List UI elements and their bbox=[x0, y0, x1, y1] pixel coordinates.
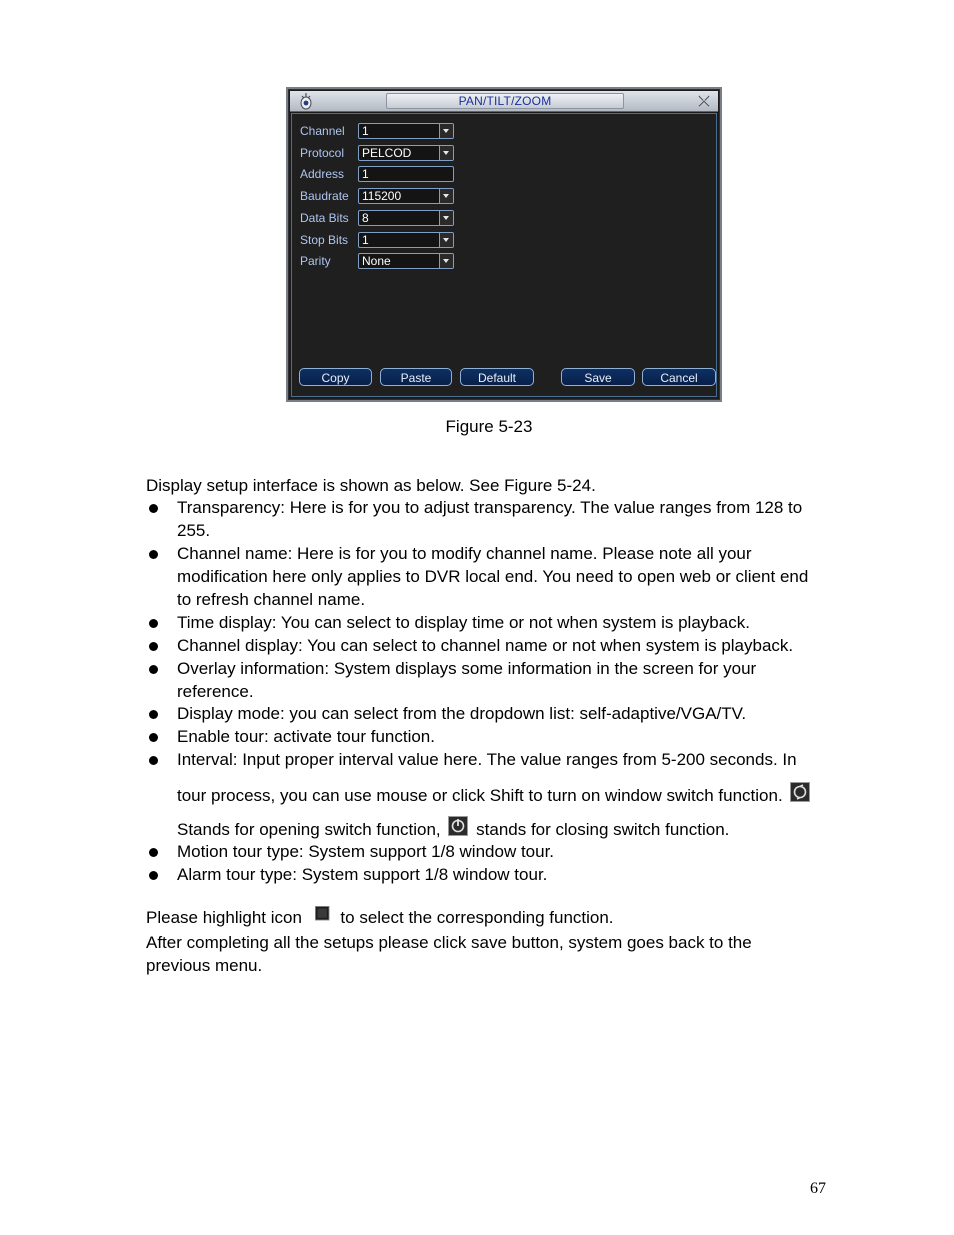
protocol-label: Protocol bbox=[300, 146, 345, 160]
chevron-down-icon[interactable] bbox=[439, 189, 453, 203]
list-item-text: modification here only applies to DVR local end. You need to open web or client end bbox=[177, 567, 809, 586]
list-item-text: Overlay information: System displays some information in the screen for your bbox=[177, 659, 757, 678]
switch-close-icon bbox=[448, 816, 468, 836]
bullet-icon bbox=[149, 550, 158, 559]
list-item-text: to refresh channel name. bbox=[177, 590, 366, 609]
closing-paragraph-line: After completing all the setups please click save button, system goes back to the bbox=[146, 933, 752, 952]
list-item-text: Display mode: you can select from the dropdown list: self-adaptive/VGA/TV. bbox=[177, 704, 747, 723]
data-bits-label: Data Bits bbox=[300, 211, 349, 225]
bullet-icon bbox=[149, 642, 158, 651]
switch-open-icon bbox=[790, 782, 810, 802]
list-item-text: Interval: Input proper interval value here. The value ranges from 5-200 seconds. In bbox=[177, 750, 797, 769]
list-item-text: Alarm tour type: System support 1/8 window tour. bbox=[177, 865, 548, 884]
protocol-select[interactable] bbox=[358, 145, 454, 161]
stop-bits-label: Stop Bits bbox=[300, 233, 349, 247]
parity-value: None bbox=[362, 254, 391, 268]
list-item-text: Channel name: Here is for you to modify channel name. Please note all your bbox=[177, 544, 752, 563]
closing-paragraph-line: previous menu. bbox=[146, 956, 263, 975]
bullet-icon bbox=[149, 871, 158, 880]
highlight-square-icon bbox=[315, 906, 332, 923]
bullet-icon bbox=[149, 619, 158, 628]
stop-bits-select[interactable] bbox=[358, 232, 454, 248]
chevron-down-icon[interactable] bbox=[439, 211, 453, 225]
intro-paragraph: Display setup interface is shown as below. See Figure 5-24. bbox=[146, 476, 596, 495]
parity-label: Parity bbox=[300, 254, 331, 268]
chevron-down-icon[interactable] bbox=[439, 254, 453, 268]
list-item-text: Enable tour: activate tour function. bbox=[177, 727, 435, 746]
list-item-text: reference. bbox=[177, 682, 254, 701]
copy-button[interactable]: Copy bbox=[299, 368, 372, 386]
ptz-camera-icon bbox=[298, 92, 314, 110]
baudrate-select[interactable] bbox=[358, 188, 454, 204]
ptz-settings-panel bbox=[291, 113, 717, 397]
protocol-value: PELCOD bbox=[362, 146, 412, 160]
save-button[interactable]: Save bbox=[561, 368, 635, 386]
cancel-button[interactable]: Cancel bbox=[642, 368, 716, 386]
baudrate-value: 115200 bbox=[362, 189, 402, 203]
highlight-paragraph bbox=[146, 906, 614, 929]
list-item-text bbox=[177, 782, 813, 807]
page-number: 67 bbox=[810, 1180, 826, 1197]
bullet-icon bbox=[149, 710, 158, 719]
list-item-text: Transparency: Here is for you to adjust transparency. The value ranges from 128 to bbox=[177, 498, 803, 517]
bullet-icon bbox=[149, 756, 158, 765]
default-button[interactable]: Default bbox=[460, 368, 534, 386]
figure-caption: Figure 5-23 bbox=[445, 417, 533, 436]
address-value: 1 bbox=[362, 167, 369, 181]
baudrate-label: Baudrate bbox=[300, 189, 349, 203]
address-input[interactable] bbox=[358, 166, 454, 182]
stop-bits-value: 1 bbox=[362, 233, 369, 247]
highlight-text-b: to select the corresponding function. bbox=[340, 908, 614, 927]
highlight-text-a: Please highlight icon bbox=[146, 908, 302, 927]
close-icon[interactable] bbox=[696, 93, 712, 109]
data-bits-value: 8 bbox=[362, 211, 369, 225]
dialog-title: PAN/TILT/ZOOM bbox=[386, 93, 624, 109]
interval-line3a: Stands for opening switch function, bbox=[177, 820, 441, 839]
address-label: Address bbox=[300, 167, 345, 181]
list-item-text: Channel display: You can select to channel name or not when system is playback. bbox=[177, 636, 794, 655]
bullet-icon bbox=[149, 733, 158, 742]
interval-line3b: stands for closing switch function. bbox=[476, 820, 730, 839]
interval-line2: tour process, you can use mouse or click Shift to turn on window switch function. bbox=[177, 786, 783, 805]
list-item-text: 255. bbox=[177, 521, 211, 540]
parity-select[interactable] bbox=[358, 253, 454, 269]
channel-label: Channel bbox=[300, 124, 345, 138]
dialog-titlebar bbox=[290, 91, 718, 112]
list-item-text: Motion tour type: System support 1/8 window tour. bbox=[177, 842, 555, 861]
bullet-icon bbox=[149, 504, 158, 513]
chevron-down-icon[interactable] bbox=[439, 124, 453, 138]
channel-value: 1 bbox=[362, 124, 369, 138]
channel-select[interactable] bbox=[358, 123, 454, 139]
paste-button[interactable]: Paste bbox=[380, 368, 452, 386]
data-bits-select[interactable] bbox=[358, 210, 454, 226]
bullet-icon bbox=[149, 848, 158, 857]
list-item-text bbox=[177, 816, 729, 841]
bullet-icon bbox=[149, 665, 158, 674]
ptz-dialog bbox=[286, 87, 722, 402]
chevron-down-icon[interactable] bbox=[439, 146, 453, 160]
chevron-down-icon[interactable] bbox=[439, 233, 453, 247]
list-item-text: Time display: You can select to display time or not when system is playback. bbox=[177, 613, 750, 632]
